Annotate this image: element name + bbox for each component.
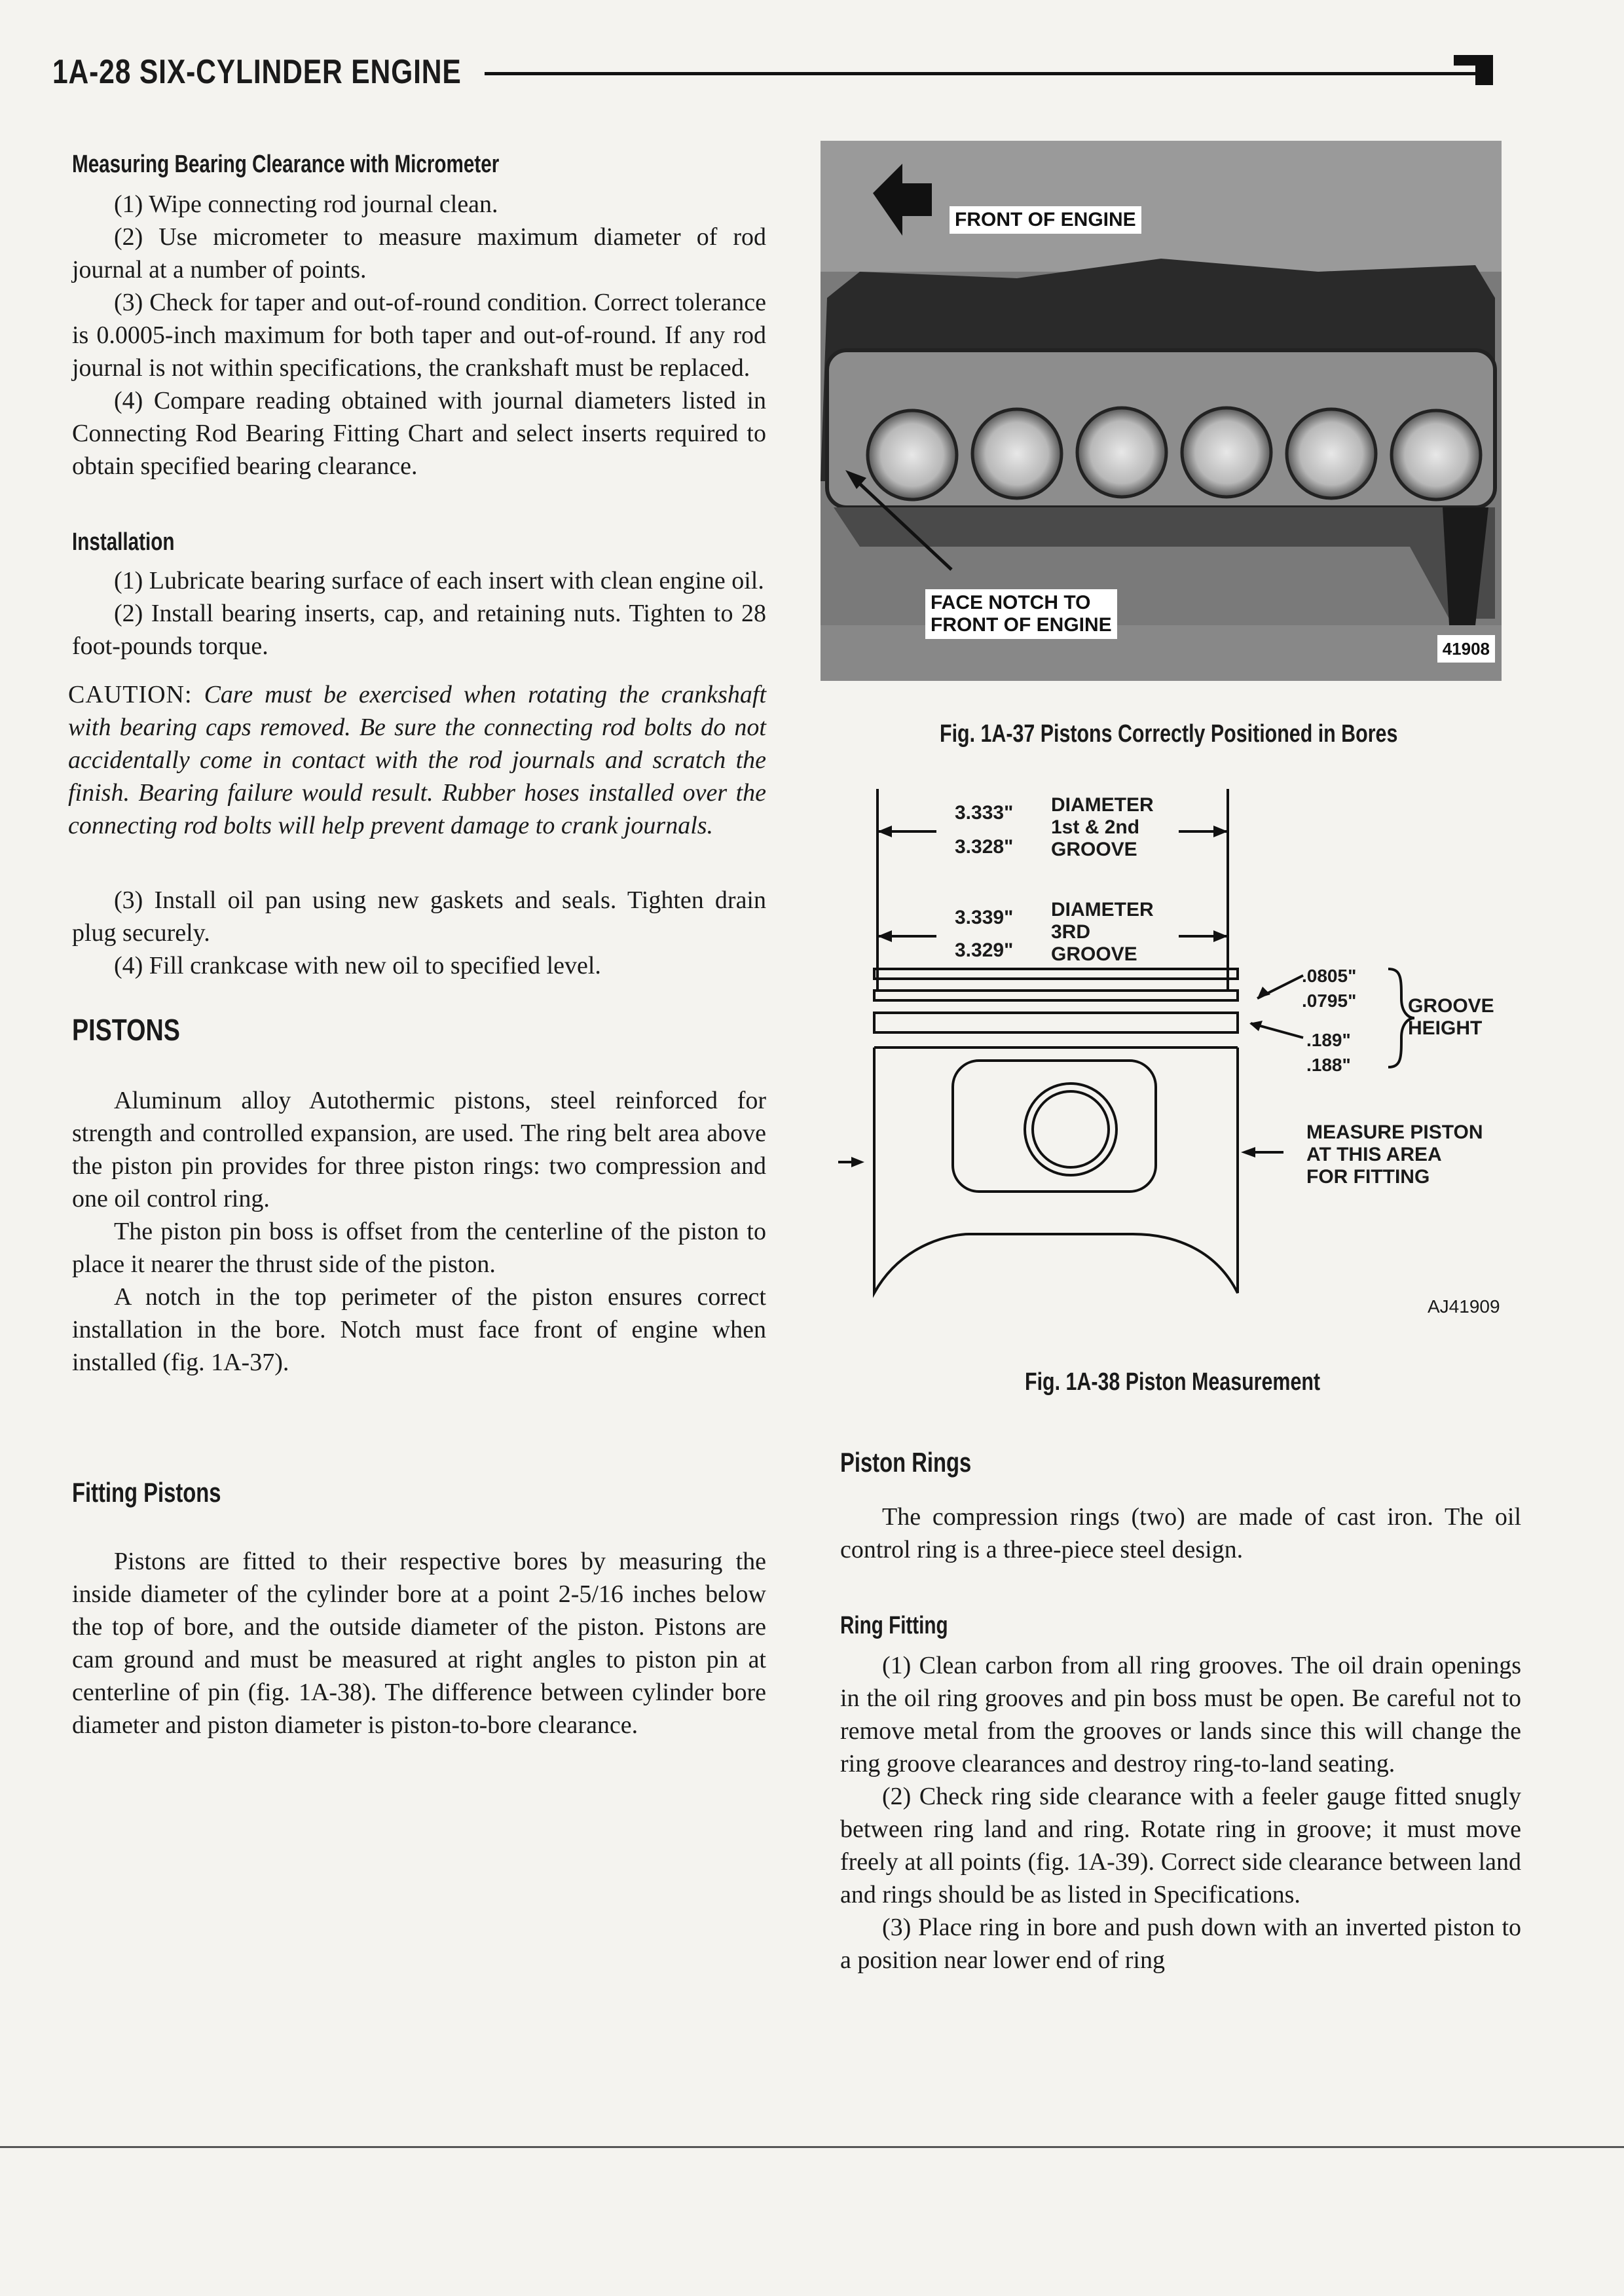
g1-top-value: .0805" xyxy=(1302,966,1357,986)
fig37-caption: Fig. 1A-37 Pistons Correctly Positioned in Bores xyxy=(940,720,1398,748)
ring-fitting-step-2: (2) Check ring side clearance with a feeler gauge fitted snugly between ring land and ring. Rotate ring in groove; it must move freely at all points (fig. 1A-39). Correct side clearance between land and rings should be as listed in Specifications. xyxy=(840,1783,1521,1908)
cylinder-bore-2 xyxy=(972,409,1061,498)
measure-label-line-3: FOR FITTING xyxy=(1306,1166,1430,1188)
arrow-groove-1 xyxy=(1257,987,1270,998)
ring-fitting-heading: Ring Fitting xyxy=(840,1612,948,1639)
d2-bottom-value: 3.329" xyxy=(955,939,1014,961)
installation-heading: Installation xyxy=(72,528,175,556)
d1-label-line-1: DIAMETER xyxy=(1051,794,1154,816)
pistons-paragraph-3: A notch in the top perimeter of the piston ensures correct installation in the bore. Notch must face front of engine when installed (fig. 1A-37). xyxy=(72,1283,766,1376)
label-front-of-engine: FRONT OF ENGINE xyxy=(950,206,1141,234)
caution-text: Care must be exercised when rotating the crankshaft with bearing caps removed. Be sure the connecting rod bolts do not accidentally come in contact with the rod journals and scratch the finish. Bearing failure would result. Rubber hoses installed over the connecting rod bolts will help prevent damage to crank journals. xyxy=(68,681,766,839)
engine-block-photo xyxy=(821,141,1502,681)
fitting-paragraph: Pistons are fitted to their respective bores by measuring the inside diameter of the cylinder bore at a point 2-5/16 inches below the top of bore, and the outside diameter of the piston. Pistons are cam ground and must be measured at right angles to piston pin at centerline of pin (fig. 1A-38). The difference between cylinder bore diameter and piston diameter is piston-to-bore clearance. xyxy=(72,1548,766,1739)
g2-top-value: .189" xyxy=(1306,1030,1351,1050)
footer-rule xyxy=(0,2146,1624,2148)
installation-step-2: (2) Install bearing inserts, cap, and retaining nuts. Tighten to 28 foot-pounds torque. xyxy=(72,600,766,660)
right-column xyxy=(840,1447,1521,1977)
measuring-step-1: (1) Wipe connecting rod journal clean. xyxy=(114,191,498,218)
pistons-paragraph-2: The piston pin boss is offset from the centerline of the piston to place it nearer the thrust side of the piston. xyxy=(72,1218,766,1278)
left-column xyxy=(68,151,766,1741)
cylinder-bore-6 xyxy=(1392,410,1481,500)
figure-number-aj41909: AJ41909 xyxy=(1428,1296,1500,1317)
caution-label: CAUTION: xyxy=(68,681,193,708)
label-face-notch-line-2: FRONT OF ENGINE xyxy=(931,614,1112,636)
cylinder-bore-4 xyxy=(1182,408,1271,497)
d1-label xyxy=(1051,794,1154,861)
section-mark-icon xyxy=(1454,55,1493,85)
arrow-d1-right xyxy=(1213,826,1228,837)
arrow-measure-right xyxy=(1241,1147,1255,1157)
piston-diagram-svg xyxy=(838,782,1526,1358)
arrow-d2-left xyxy=(877,930,892,942)
d2-label-line-1: DIAMETER xyxy=(1051,899,1154,920)
measuring-step-4: (4) Compare reading obtained with journal diameters listed in Connecting Rod Bearing Fitting Chart and select inserts required to obtain specified bearing clearance. xyxy=(72,387,766,480)
installation-step-1: (1) Lubricate bearing surface of each insert with clean engine oil. xyxy=(114,567,764,594)
d1-label-line-2: 1st & 2nd xyxy=(1051,816,1140,838)
installation-step-4: (4) Fill crankcase with new oil to specified level. xyxy=(114,952,601,979)
piston-measurement-diagram xyxy=(838,782,1526,1358)
g1-bottom-value: .0795" xyxy=(1302,991,1357,1011)
d2-top-value: 3.339" xyxy=(955,907,1014,928)
measure-label-line-2: AT THIS AREA xyxy=(1306,1144,1442,1165)
cylinder-bore-5 xyxy=(1287,409,1376,498)
arrow-d1-left xyxy=(877,826,892,837)
groove-height-label xyxy=(1408,995,1494,1040)
d2-label-line-3: GROOVE xyxy=(1051,943,1137,965)
d1-bottom-value: 3.328" xyxy=(955,836,1014,858)
figure-number-41908: 41908 xyxy=(1437,635,1495,663)
fitting-heading: Fitting Pistons xyxy=(72,1477,221,1508)
fig38-caption: Fig. 1A-38 Piston Measurement xyxy=(1025,1368,1321,1396)
page-header xyxy=(39,46,1500,105)
d2-label-line-2: 3RD xyxy=(1051,921,1091,943)
groove-label-line-2: HEIGHT xyxy=(1408,1017,1483,1039)
engine-block-illustration xyxy=(821,141,1502,681)
label-face-notch xyxy=(925,589,1117,639)
cylinder-bore-3 xyxy=(1077,408,1166,497)
pistons-heading: PISTONS xyxy=(72,1013,180,1047)
measuring-step-3: (3) Check for taper and out-of-round condition. Correct tolerance is 0.0005-inch maximum for both taper and out-of-round. If any rod journal is not within specifications, the crankshaft must be replaced. xyxy=(72,289,766,382)
ring-fitting-step-3: (3) Place ring in bore and push down with an inverted piston to a position near lower end of ring xyxy=(840,1914,1521,1974)
cylinder-bore-1 xyxy=(868,410,957,500)
installation-step-3: (3) Install oil pan using new gaskets and seals. Tighten drain plug securely. xyxy=(72,886,766,947)
d1-top-value: 3.333" xyxy=(955,802,1014,824)
arrow-measure-left xyxy=(851,1157,864,1167)
measuring-step-2: (2) Use micrometer to measure maximum diameter of rod journal at a number of points. xyxy=(72,223,766,283)
ring-fitting-step-1: (1) Clean carbon from all ring grooves. The oil drain openings in the oil ring grooves and pin boss must be open. Be careful not to remove metal from the grooves or lands since this will change the ring groove clearances and destroy ring-to-land seating. xyxy=(840,1652,1521,1777)
page-title: 1A-28 SIX-CYLINDER ENGINE xyxy=(52,53,462,91)
pistons-paragraph-1: Aluminum alloy Autothermic pistons, steel reinforced for strength and controlled expansion, are used. The ring belt area above the piston pin provides for three piston rings: two compression and one oil control ring. xyxy=(72,1087,766,1212)
d1-label-line-3: GROOVE xyxy=(1051,839,1137,860)
piston-rings-heading: Piston Rings xyxy=(840,1447,972,1478)
header-rule xyxy=(485,72,1493,75)
g2-bottom-value: .188" xyxy=(1306,1055,1351,1075)
measure-label-line-1: MEASURE PISTON xyxy=(1306,1121,1483,1143)
d2-label xyxy=(1051,899,1154,966)
arrow-d2-right xyxy=(1213,930,1228,942)
measure-piston-label xyxy=(1306,1121,1483,1188)
caution-note xyxy=(68,678,766,842)
label-face-notch-line-1: FACE NOTCH TO xyxy=(931,592,1091,613)
measuring-heading: Measuring Bearing Clearance with Micrometer xyxy=(72,151,500,178)
piston-rings-paragraph: The compression rings (two) are made of cast iron. The oil control ring is a three-piece steel design. xyxy=(840,1503,1521,1563)
groove-label-line-1: GROOVE xyxy=(1408,995,1494,1017)
